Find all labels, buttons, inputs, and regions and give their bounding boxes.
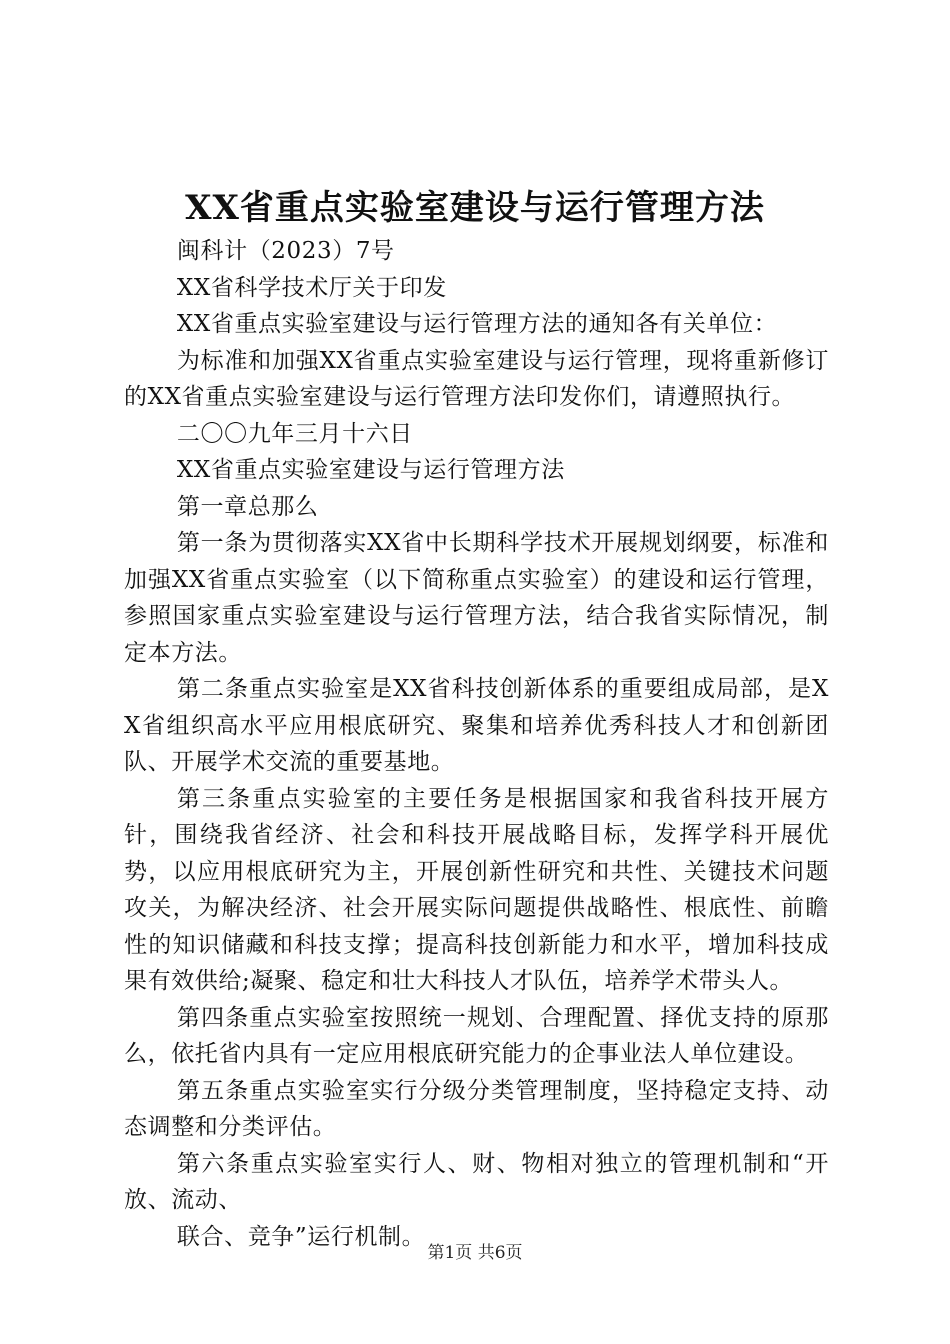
article-1: 第一条为贯彻落实XX省中长期科学技术开展规划纲要，标准和加强XX省重点实验室（以下简称重点实验室）的建设和运行管理，参照国家重点实验室建设与运行管理方法，结合我省实际情况，制定本方法。 <box>124 530 829 666</box>
article-6-continued: 联合、竞争”运行机制。 <box>176 1223 426 1250</box>
document-number: 闽科计（2023）7号 <box>176 238 395 264</box>
issue-date: 二〇〇九年三月十六日 <box>176 420 413 447</box>
notice-paragraph: 为标准和加强XX省重点实验室建设与运行管理，现将重新修订的XX省重点实验室建设与运行管理方法印发你们，请遵照执行。 <box>124 347 829 410</box>
article-4: 第四条重点实验室按照统一规划、合理配置、择优支持的原那么，依托省内具有一定应用根底研究能力的企事业法人单位建设。 <box>124 1004 829 1067</box>
article-2: 第二条重点实验室是XX省科技创新体系的重要组成局部，是XX省组织高水平应用根底研究、聚集和培养优秀科技人才和创新团队、开展学术交流的重要基地。 <box>124 676 829 775</box>
page-footer: 第1页 共6页 <box>427 1243 523 1263</box>
issuer-line: XX省科学技术厅关于印发 <box>176 274 447 301</box>
document-title: XX省重点实验室建设与运行管理方法 <box>185 188 765 228</box>
chapter-heading: 第一章总那么 <box>176 493 319 520</box>
method-title: XX省重点实验室建设与运行管理方法 <box>176 457 565 483</box>
notice-heading: XX省重点实验室建设与运行管理方法的通知各有关单位： <box>176 311 778 337</box>
article-6: 第六条重点实验室实行人、财、物相对独立的管理机制和“开放、流动、 <box>124 1150 829 1213</box>
article-5: 第五条重点实验室实行分级分类管理制度，坚持稳定支持、动态调整和分类评估。 <box>124 1077 829 1140</box>
article-3: 第三条重点实验室的主要任务是根据国家和我省科技开展方针，围绕我省经济、社会和科技开展战略目标，发挥学科开展优势，以应用根底研究为主，开展创新性研究和共性、关键技术问题攻关，为解决经济、社会开展实际问题提供战略性、根底性、前瞻性的知识储藏和科技支撑；提高科技创新能力和水平，增加科技成果有效供给;凝聚、稳定和壮大科技人才队伍，培养学术带头人。 <box>124 785 829 994</box>
document-body <box>124 233 829 1255</box>
